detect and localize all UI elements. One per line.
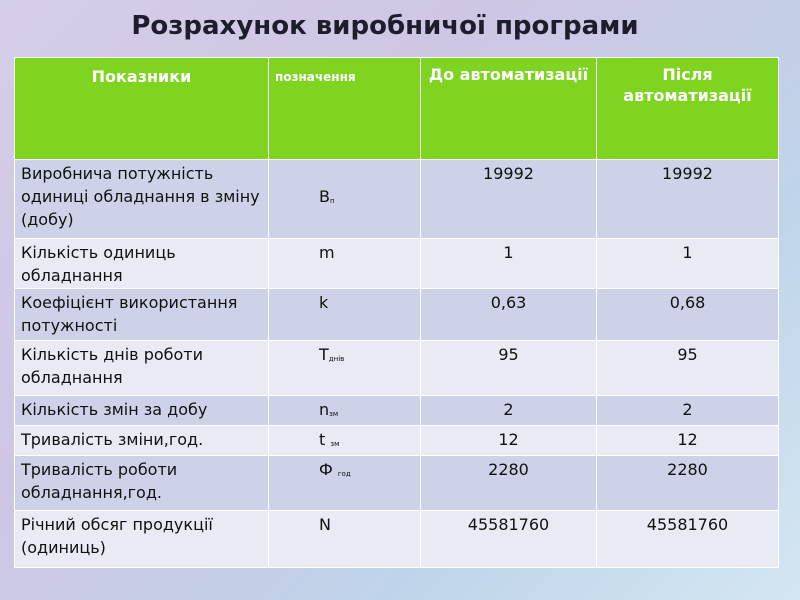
row-value-after: 19992 xyxy=(597,160,779,239)
row-value-before: 12 xyxy=(421,426,597,456)
page-title: Розрахунок виробничої програми xyxy=(131,11,639,41)
row-symbol: Ф $_{год}$ xyxy=(269,456,421,511)
production-program-table xyxy=(14,57,779,568)
row-value-before: 0,63 xyxy=(421,289,597,341)
table-header-row xyxy=(15,58,779,160)
row-value-before: 2280 xyxy=(421,456,597,511)
row-label: Виробнича потужність одиниці обладнання в зміну (добу) xyxy=(15,160,269,239)
table-row xyxy=(15,426,779,456)
row-value-before: 2 xyxy=(421,396,597,426)
row-value-before: 1 xyxy=(421,239,597,289)
row-value-after: 0,68 xyxy=(597,289,779,341)
row-symbol: $В_п$ xyxy=(269,160,421,239)
row-value-after: 95 xyxy=(597,341,779,396)
header-symbol: позначення xyxy=(269,58,421,160)
table-row xyxy=(15,396,779,426)
row-label: Кількість одиниць обладнання xyxy=(15,239,269,289)
row-value-before: 45581760 xyxy=(421,511,597,568)
table-row xyxy=(15,289,779,341)
row-label: Тривалість роботи обладнання,год. xyxy=(15,456,269,511)
table-row xyxy=(15,511,779,568)
row-symbol: N xyxy=(269,511,421,568)
row-label: Кількість днів роботи обладнання xyxy=(15,341,269,396)
row-symbol: $n_{зм}$ xyxy=(269,396,421,426)
row-value-after: 2 xyxy=(597,396,779,426)
row-value-after: 1 xyxy=(597,239,779,289)
header-after: Після автоматизації xyxy=(597,58,779,160)
row-label: Коефіцієнт використання потужності xyxy=(15,289,269,341)
row-label: Річний обсяг продукції (одиниць) xyxy=(15,511,269,568)
table-row xyxy=(15,239,779,289)
row-symbol: k xyxy=(269,289,421,341)
row-symbol: $Т_{днів}$ xyxy=(269,341,421,396)
row-value-after: 12 xyxy=(597,426,779,456)
row-symbol: m xyxy=(269,239,421,289)
table-row xyxy=(15,160,779,239)
row-value-after: 2280 xyxy=(597,456,779,511)
row-value-after: 45581760 xyxy=(597,511,779,568)
row-label: Кількість змін за добу xyxy=(15,396,269,426)
row-value-before: 19992 xyxy=(421,160,597,239)
header-before: До автоматизації xyxy=(421,58,597,160)
row-label: Тривалість зміни,год. xyxy=(15,426,269,456)
table-row xyxy=(15,456,779,511)
header-indicator: Показники xyxy=(15,58,269,160)
row-symbol: t $_{зм}$ xyxy=(269,426,421,456)
row-value-before: 95 xyxy=(421,341,597,396)
table-row xyxy=(15,341,779,396)
